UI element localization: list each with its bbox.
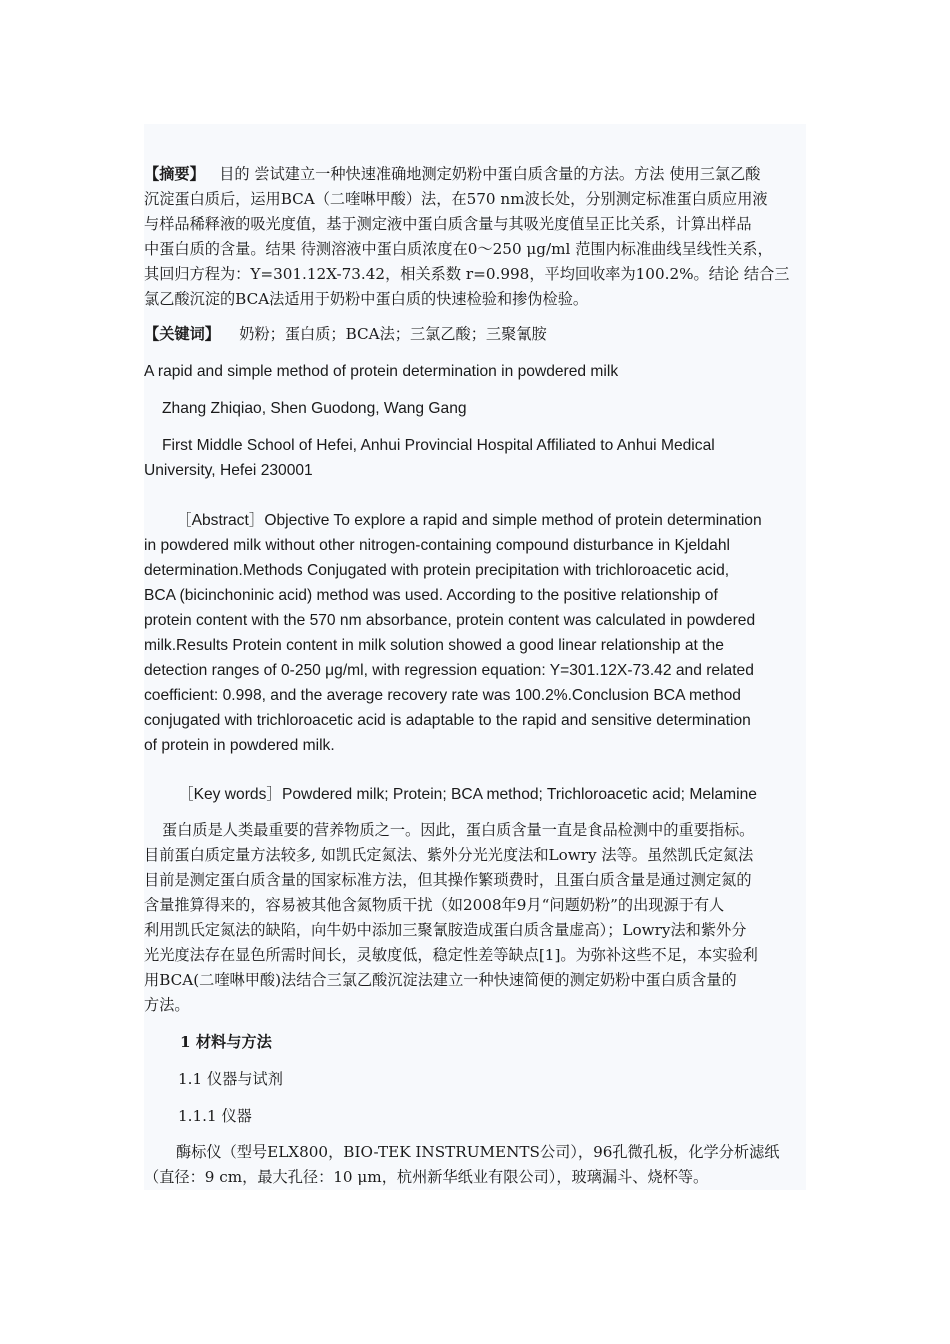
intro-paragraph xyxy=(144,818,812,1018)
abstract-cn-line: 沉淀蛋白质后，运用BCA（二喹啉甲酸）法，在570 nm波长处，分别测定标准蛋白质应用液 xyxy=(144,190,768,208)
abstract-cn-line: 其回归方程为：Y=301.12X-73.42，相关系数 r=0.998，平均回收率为100.2%。结论 结合三 xyxy=(144,265,790,283)
abstract-en-line: determination.Methods Conjugated with protein precipitation with trichloroacetic acid, xyxy=(144,562,730,579)
abstract-en xyxy=(144,508,812,758)
intro-line: 利用凯氏定氮法的缺陷，向牛奶中添加三聚氰胺造成蛋白质含量虚高）；Lowry法和紫外分 xyxy=(144,921,747,939)
affiliation-line: First Middle School of Hefei, Anhui Provincial Hospital Affiliated to Anhui Medical xyxy=(162,437,715,454)
keywords-cn-text: 奶粉；蛋白质；BCA法；三氯乙酸；三聚氰胺 xyxy=(239,325,547,343)
abstract-cn-label: 【摘要】 xyxy=(144,165,205,183)
intro-line: 目前是测定蛋白质含量的国家标准方法，但其操作繁琐费时，且蛋白质含量是通过测定氮的 xyxy=(144,871,752,889)
section-heading-1-1: 1.1 仪器与试剂 xyxy=(178,1070,283,1088)
intro-line: 光光度法存在显色所需时间长，灵敏度低，稳定性差等缺点[1]。为弥补这些不足，本实验利 xyxy=(144,946,758,964)
keywords-cn-label: 【关键词】 xyxy=(144,325,220,343)
abstract-en-line: of protein in powdered milk. xyxy=(144,737,335,754)
abstract-cn-line: 目的 尝试建立一种快速准确地测定奶粉中蛋白质含量的方法。方法 使用三氯乙酸 xyxy=(219,165,761,183)
abstract-en-line: conjugated with trichloroacetic acid is adaptable to the rapid and sensitive determination xyxy=(144,712,751,729)
intro-line: 蛋白质是人类最重要的营养物质之一。因此，蛋白质含量一直是食品检测中的重要指标。 xyxy=(162,821,755,839)
abstract-cn-line: 中蛋白质的含量。结果 待测溶液中蛋白质浓度在0～250 μg/ml 范围内标准曲线呈线性关系， xyxy=(144,240,773,258)
abstract-en-line: in powdered milk without other nitrogen-containing compound disturbance in Kjeldahl xyxy=(144,537,730,554)
abstract-cn-line: 与样品稀释液的吸光度值，基于测定液中蛋白质含量与其吸光度值呈正比关系，计算出样品 xyxy=(144,215,752,233)
abstract-cn xyxy=(144,162,812,312)
affiliation-en xyxy=(144,433,812,483)
title-en: A rapid and simple method of protein determination in powdered milk xyxy=(144,363,619,380)
section-heading-1-1-1: 1.1.1 仪器 xyxy=(178,1107,252,1125)
instruments-paragraph xyxy=(144,1140,812,1190)
keywords-cn xyxy=(144,322,812,347)
instruments-line: 酶标仪（型号ELX800，BIO-TEK INSTRUMENTS公司），96孔微孔板，化学分析滤纸 xyxy=(176,1143,780,1161)
abstract-en-line: coefficient: 0.998, and the average recovery rate was 100.2%.Conclusion BCA method xyxy=(144,687,741,704)
authors-en: Zhang Zhiqiao, Shen Guodong, Wang Gang xyxy=(162,400,467,417)
intro-line: 方法。 xyxy=(144,996,190,1014)
keywords-en: ［Key words］Powdered milk; Protein; BCA method; Trichloroacetic acid; Melamine xyxy=(178,786,757,803)
abstract-en-line: milk.Results Protein content in milk solution showed a good linear relationship at the xyxy=(144,637,724,654)
abstract-en-line: protein content with the 570 nm absorbance, protein content was calculated in powdered xyxy=(144,612,756,629)
intro-line: 目前蛋白质定量方法较多, 如凯氏定氮法、紫外分光光度法和Lowry 法等。虽然凯氏定氮法 xyxy=(144,846,754,864)
abstract-cn-line: 氯乙酸沉淀的BCA法适用于奶粉中蛋白质的快速检验和掺伪检验。 xyxy=(144,290,589,308)
instruments-line: （直径：9 cm，最大孔径：10 μm，杭州新华纸业有限公司），玻璃漏斗、烧杯等。 xyxy=(144,1168,709,1186)
abstract-en-line: detection ranges of 0-250 μg/ml, with regression equation: Y=301.12X-73.42 and related xyxy=(144,662,754,679)
intro-line: 含量推算得来的，容易被其他含氮物质干扰（如2008年9月“问题奶粉”的出现源于有人 xyxy=(144,896,725,914)
affiliation-line: University, Hefei 230001 xyxy=(144,462,313,479)
section-heading-1: 1 材料与方法 xyxy=(180,1033,272,1051)
abstract-en-line: BCA (bicinchoninic acid) method was used. According to the positive relationship of xyxy=(144,587,718,604)
intro-line: 用BCA(二喹啉甲酸)法结合三氯乙酸沉淀法建立一种快速简便的测定奶粉中蛋白质含量的 xyxy=(144,971,737,989)
abstract-en-line: ［Abstract］Objective To explore a rapid and simple method of protein determination xyxy=(176,512,762,529)
